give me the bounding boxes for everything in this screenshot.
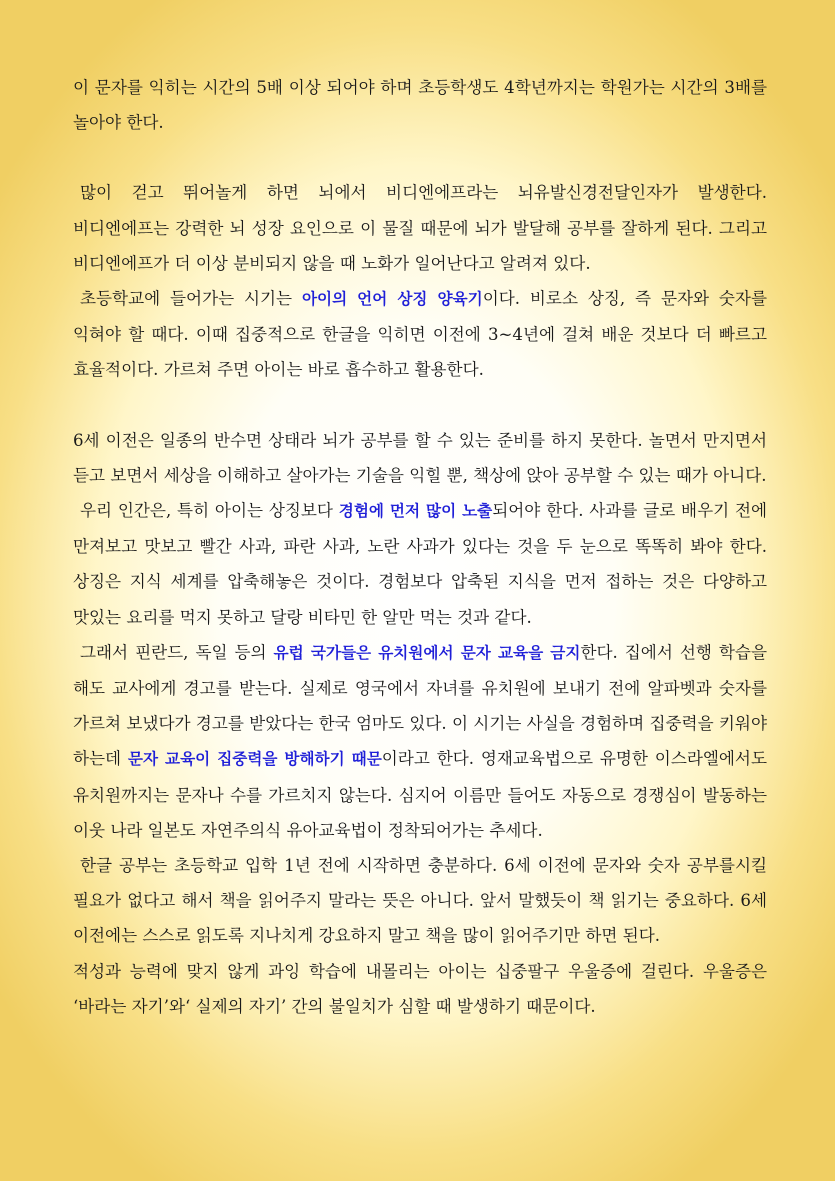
paragraph-gap xyxy=(73,140,767,175)
paragraph-5 xyxy=(73,493,767,635)
paragraph-gap xyxy=(73,388,767,423)
paragraph-8: 적성과 능력에 맞지 않게 과잉 학습에 내몰리는 아이는 십중팔구 우울증에 걸린다. 우울증은 ‘바라는 자기’와‘ 실제의 자기’ 간의 불일치가 심할 때 발생하기 때문이다. xyxy=(73,961,767,1016)
paragraph-3 xyxy=(73,281,767,388)
paragraph-6-text-after: 이라고 한다. 영재교육법으로 유명한 이스라엘에서도 유치원까지는 문자나 수를 가르치지 않는다. 심지어 이름만 들어도 자동으로 경쟁심이 발동하는 이웃 나라 일본도 자연주의식 유아교육법이 정착되어가는 추세다. xyxy=(73,749,767,840)
paragraph-3-text-after: 이다. 비로소 상징, 즉 문자와 숫자를 익혀야 할 때다. 이때 집중적으로 한글을 익히면 이전에 3~4년에 걸쳐 배운 것보다 더 빠르고 효율적이다. 가르쳐 주면 아이는 바로 흡수하고 활용한다. xyxy=(73,289,767,380)
paragraph-4: 6세 이전은 일종의 반수면 상태라 뇌가 공부를 할 수 있는 준비를 하지 못한다. 놀면서 만지면서 듣고 보면서 세상을 이해하고 살아가는 기술을 익힐 뿐, 책상에 앉아 공부할 수 있는 때가 아니다. xyxy=(73,430,767,485)
paragraph-6 xyxy=(73,635,767,848)
paragraph-6-text-before: 그래서 핀란드, 독일 등의 xyxy=(80,642,274,662)
document-body xyxy=(73,70,767,1024)
paragraph-5-text-after: 되어야 한다. 사과를 글로 배우기 전에 만져보고 맛보고 빨간 사과, 파란 사과, 노란 사과가 있다는 것을 두 눈으로 똑똑히 봐야 한다. 상징은 지식 세계를 압축해놓은 것이다. 경험보다 압축된 지식을 먼저 접하는 것은 다양하고 맛있는 요리를 먹지 못하고 달랑 비타민 한 알만 먹는 것과 같다. xyxy=(73,501,768,627)
paragraph-7: 한글 공부는 초등학교 입학 1년 전에 시작하면 충분하다. 6세 이전에 문자와 숫자 공부를시킬 필요가 없다고 해서 책을 읽어주지 말라는 뜻은 아니다. 앞서 말했듯이 책 읽기는 중요하다. 6세 이전에는 스스로 읽도록 지나치게 강요하지 말고 책을 많이 읽어주기만 하면 된다. xyxy=(73,856,767,946)
highlight-language-symbol-period: 아이의 언어 상징 양육기 xyxy=(301,290,483,309)
paragraph-5-text-before: 우리 인간은, 특히 아이는 상징보다 xyxy=(80,501,339,521)
paragraph-2: 많이 걷고 뛰어놀게 하면 뇌에서 비디엔에프라는 뇌유발신경전달인자가 발생한다. 비디엔에프는 강력한 뇌 성장 요인으로 이 물질 때문에 뇌가 발달해 공부를 잘하게 된다. 그리고 비디엔에프가 더 이상 분비되지 않을 때 노화가 일어난다고 알려져 있다. xyxy=(73,183,767,273)
highlight-concentration: 문자 교육이 집중력을 방해하기 때문 xyxy=(127,750,382,769)
highlight-experience-first: 경험에 먼저 많이 노출 xyxy=(338,502,493,521)
paragraph-1: 이 문자를 익히는 시간의 5배 이상 되어야 하며 초등학생도 4학년까지는 학원가는 시간의 3배를 놀아야 한다. xyxy=(73,78,767,133)
paragraph-6-text-middle: 한다. 집에서 선행 학습을 해도 교사에게 경고를 받는다. 실제로 영국에서 자녀를 유치원에 보내기 전에 알파벳과 숫자를 가르쳐 보냈다가 경고를 받았다는 한국 엄마도 있다. 이 시기는 사실을 경험하며 집중력을 키워야 하는데 xyxy=(73,642,767,769)
paragraph-3-text-before: 초등학교에 들어가는 시기는 xyxy=(80,289,302,309)
highlight-europe-ban: 유럽 국가들은 유치원에서 문자 교육을 금지 xyxy=(273,643,581,662)
